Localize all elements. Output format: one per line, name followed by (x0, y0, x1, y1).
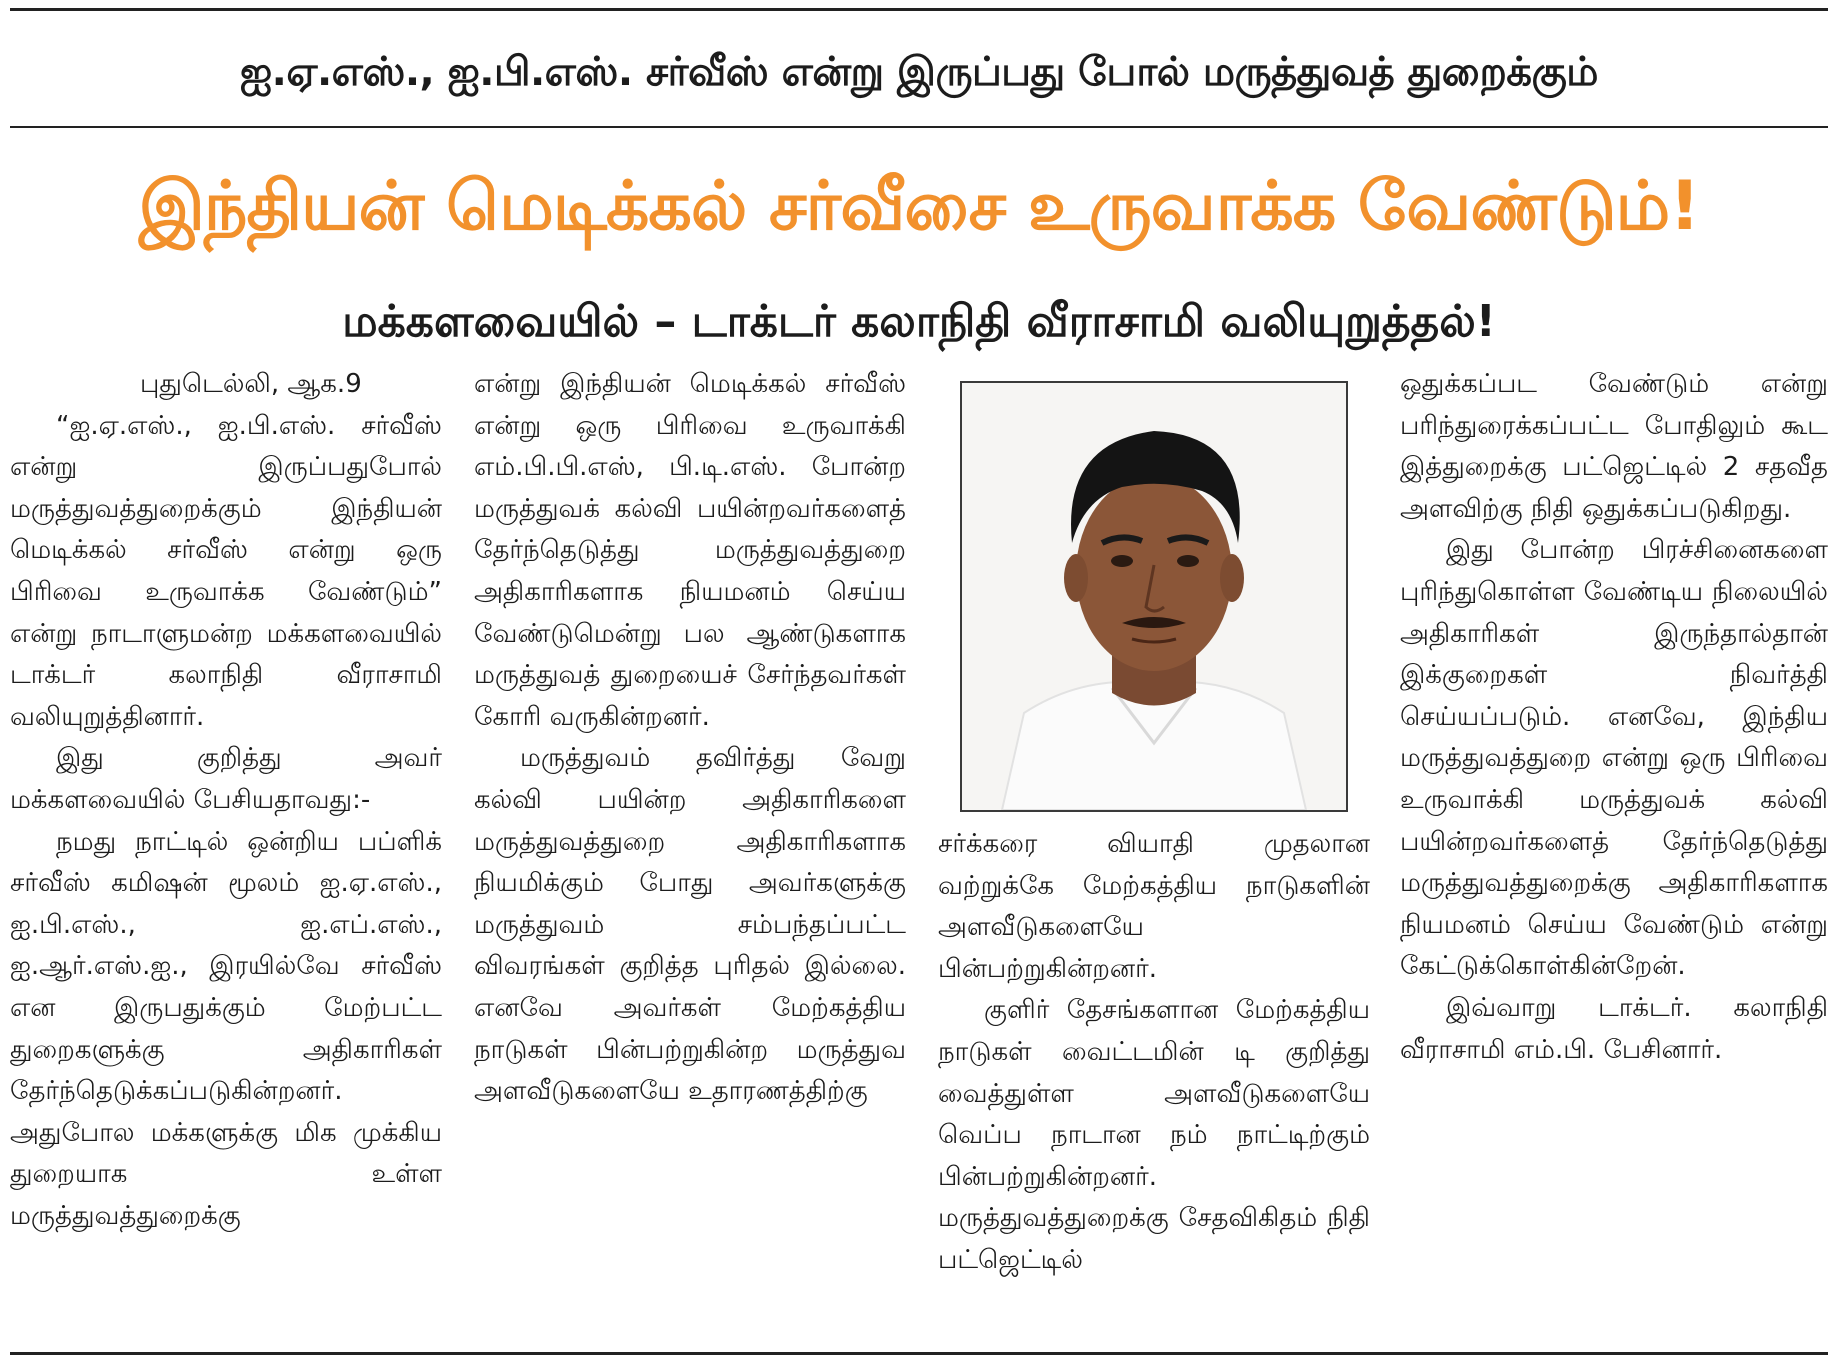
article-paragraph: ஒதுக்கப்பட வேண்டும் என்று பரிந்துரைக்கப்பட்ட போதிலும் கூட இத்துறைக்கு பட்ஜெட்டில் 2 சதவீத அளவிற்கு நிதி ஒதுக்கப்படுகிறது. (1400, 369, 1828, 524)
article-paragraph: “ஐ.ஏ.எஸ்., ஐ.பி.எஸ். சர்வீஸ் என்று இருப்பதுபோல் மருத்துவத்துறைக்கும் இந்தியன் மெடிக்கல் சர்வீஸ் என்று ஒரு பிரிவை உருவாக்க வேண்டும்” என்று நாடாளுமன்ற மக்களவையில் டாக்டர் கலாநிதி வீராசாமி வலியுறுத்தினார். (10, 410, 442, 732)
article-column-3 (938, 824, 1370, 1282)
article-paragraph: இவ்வாறு டாக்டர். கலாநிதி வீராசாமி எம்.பி. பேசினார். (1400, 992, 1828, 1065)
portrait-photo (960, 381, 1348, 812)
article-paragraph: இது குறித்து அவர் மக்களவையில் பேசியதாவது:- (10, 743, 442, 815)
article-paragraph: சர்க்கரை வியாதி முதலான வற்றுக்கே மேற்கத்திய நாடுகளின் அளவீடுகளையே பின்பற்றுகின்றனர். (938, 829, 1370, 984)
article-paragraph: என்று இந்தியன் மெடிக்கல் சர்வீஸ் என்று ஒரு பிரிவை உருவாக்கி எம்.பி.பி.எஸ், பி.டி.எஸ். போன்ற மருத்துவக் கல்வி பயின்றவர்களைத் தேர்ந்தெடுத்து மருத்துவத்துறை அதிகாரிகளாக நியமனம் செய்ய வேண்டுமென்று பல ஆண்டுகளாக மருத்துவத் துறையைச் சேர்ந்தவர்கள் கோரி வருகின்றனர். (474, 369, 906, 732)
article-paragraph: குளிர் தேசங்களான மேற்கத்திய நாடுகள் வைட்டமின் டி குறித்து வைத்துள்ள அளவீடுகளையே வெப்ப நாடான நம் நாட்டிற்கும் பின்பற்றுகின்றனர். மருத்துவத்துறைக்கு சேதவிகிதம் நிதி பட்ஜெட்டில் (938, 995, 1370, 1275)
article-column-1 (10, 364, 442, 1237)
kicker-headline: ஐ.ஏ.எஸ்., ஐ.பி.எஸ். சர்வீஸ் என்று இருப்பது போல் மருத்துவத் துறைக்கும் (240, 49, 1598, 95)
portrait-illustration (962, 383, 1346, 810)
article-column-4 (1400, 364, 1828, 1071)
article-paragraph: இது போன்ற பிரச்சினைகளை புரிந்துகொள்ள வேண்டிய நிலையில் அதிகாரிகள் இருந்தால்தான் இக்குறைகள் நிவர்த்தி செய்யப்படும். எனவே, இந்திய மருத்துவத்துறை என்று ஒரு பிரிவை உருவாக்கி மருத்துவக் கல்வி பயின்றவர்களைத் தேர்ந்தெடுத்து மருத்துவத்துறைக்கு அதிகாரிகளாக நியமனம் செய்ய வேண்டும் என்று கேட்டுக்கொள்கின்றேன். (1400, 535, 1828, 982)
dateline: புதுடெல்லி, ஆக.9 (140, 369, 362, 399)
bottom-rule (10, 1352, 1828, 1355)
kicker-underline-rule (10, 126, 1828, 128)
article-column-2 (474, 364, 906, 1113)
article-paragraph: மருத்துவம் தவிர்த்து வேறு கல்வி பயின்ற அதிகாரிகளை மருத்துவத்துறை அதிகாரிகளாக நியமிக்கும் போது அவர்களுக்கு மருத்துவம் சம்பந்தப்பட்ட விவரங்கள் குறித்த புரிதல் இல்லை. எனவே அவர்கள் மேற்கத்திய நாடுகள் பின்பற்றுகின்ற மருத்துவ அளவீடுகளையே உதாரணத்திற்கு (474, 743, 906, 1107)
top-rule (10, 8, 1828, 11)
sub-headline: மக்களவையில் – டாக்டர் கலாநிதி வீராசாமி வலியுறுத்தல்! (342, 296, 1496, 347)
main-headline: இந்தியன் மெடிக்கல் சர்வீசை உருவாக்க வேண்டும்! (138, 167, 1700, 246)
article-paragraph: நமது நாட்டில் ஒன்றிய பப்ளிக் சர்வீஸ் கமிஷன் மூலம் ஐ.ஏ.எஸ்., ஐ.பி.எஸ்., ஐ.எப்.எஸ்., ஐ.ஆர்.எஸ்.ஐ., இரயில்வே சர்வீஸ் என இருபதுக்கும் மேற்பட்ட துறைகளுக்கு அதிகாரிகள் தேர்ந்தெடுக்கப்படுகின்றனர். அதுபோல மக்களுக்கு மிக முக்கிய துறையாக உள்ள மருத்துவத்துறைக்கு (10, 826, 442, 1231)
